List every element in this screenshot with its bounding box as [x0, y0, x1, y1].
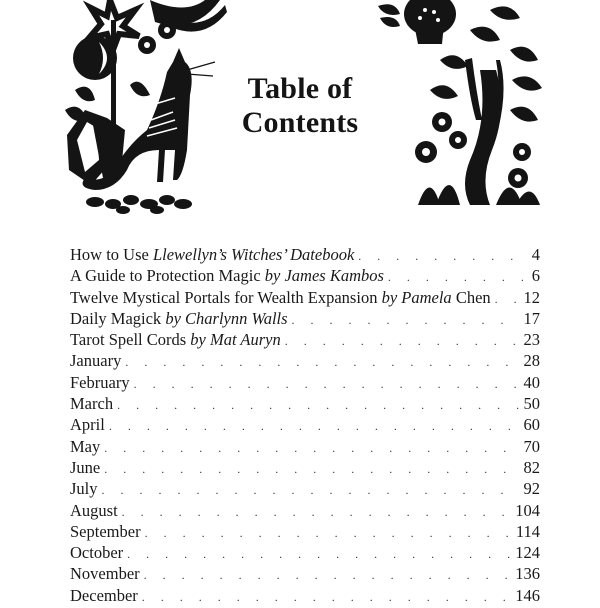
dot-leader — [292, 310, 520, 331]
toc-page-number: 104 — [515, 500, 540, 520]
toc-page-number: 124 — [515, 543, 540, 563]
toc-entry-suffix: Chen — [451, 287, 491, 307]
toc-page-number: 28 — [523, 351, 540, 371]
toc-entry-june[interactable] — [70, 457, 540, 478]
toc-entry-december[interactable] — [70, 585, 540, 606]
toc-page-number: 70 — [523, 436, 540, 456]
dot-leader — [122, 502, 512, 523]
toc-entry-title: April — [70, 415, 105, 435]
dot-leader — [134, 374, 520, 395]
toc-entry-august[interactable] — [70, 500, 540, 521]
toc-entry-title: July — [70, 479, 98, 499]
toc-entry-title: Twelve Mystical Portals for Wealth Expansion — [70, 287, 382, 307]
dot-leader — [127, 544, 511, 565]
dot-leader — [104, 438, 519, 459]
toc-entry-italic: by James Kambos — [264, 266, 384, 286]
toc-entry[interactable] — [70, 265, 540, 286]
toc-entry-title: November — [70, 564, 140, 584]
dot-leader — [145, 523, 512, 544]
toc-entry-italic: by Charlynn Walls — [165, 308, 288, 328]
title-line-2: Contents — [241, 106, 359, 139]
toc-entry-january[interactable] — [70, 350, 540, 371]
toc-page-number: 60 — [523, 415, 540, 435]
table-of-contents — [70, 244, 540, 606]
dot-leader — [104, 459, 519, 480]
dot-leader — [144, 565, 512, 586]
dot-leader — [142, 587, 511, 608]
dot-leader — [117, 395, 519, 416]
toc-entry-title: February — [70, 372, 130, 392]
toc-entry-october[interactable] — [70, 542, 540, 563]
toc-entry[interactable] — [70, 287, 540, 308]
toc-page-number: 92 — [523, 479, 540, 499]
toc-entry-title: August — [70, 500, 118, 520]
toc-page-number: 17 — [523, 308, 540, 328]
toc-entry-title: September — [70, 521, 141, 541]
title-line-1: Table of — [247, 72, 353, 105]
toc-entry-italic: Llewellyn’s Witches’ Datebook — [152, 245, 355, 264]
toc-entry-november[interactable] — [70, 563, 540, 584]
toc-entry[interactable] — [70, 308, 540, 329]
toc-entry-february[interactable] — [70, 372, 540, 393]
toc-page-number: 4 — [531, 245, 540, 264]
toc-entry-title: A Guide to Protection Magic — [70, 266, 265, 286]
toc-entry-september[interactable] — [70, 521, 540, 542]
dot-leader — [358, 246, 527, 267]
toc-entry-title: June — [70, 457, 101, 477]
toc-entry-title: How to Use — [70, 245, 153, 264]
toc-entry-title: January — [70, 351, 122, 371]
toc-entry-title: October — [70, 543, 124, 563]
toc-entry[interactable] — [70, 244, 540, 265]
toc-entry[interactable] — [70, 329, 540, 350]
toc-page-number: 50 — [523, 394, 540, 414]
toc-page-number: 146 — [515, 585, 540, 605]
page-title — [200, 72, 400, 140]
toc-entry-italic: by Mat Auryn — [190, 330, 281, 350]
toc-entry-title: Daily Magick — [70, 308, 166, 328]
toc-page-number: 82 — [523, 457, 540, 477]
toc-entry-may[interactable] — [70, 436, 540, 457]
toc-page-number: 136 — [515, 564, 540, 584]
toc-page-number: 40 — [523, 372, 540, 392]
dot-leader — [125, 352, 519, 373]
dot-leader — [388, 267, 528, 288]
toc-page-number: 23 — [523, 330, 540, 350]
toc-entry-italic: by Pamela — [381, 287, 452, 307]
toc-entry-title: March — [70, 394, 114, 414]
dot-leader — [285, 331, 520, 352]
toc-entry-july[interactable] — [70, 478, 540, 499]
toc-page-number: 6 — [531, 266, 540, 286]
toc-page-number: 12 — [523, 287, 540, 307]
toc-entry-title: December — [70, 585, 138, 605]
dot-leader — [102, 480, 520, 501]
dot-leader — [109, 416, 520, 437]
toc-page-number: 114 — [515, 521, 540, 541]
dot-leader — [495, 289, 520, 310]
toc-entry-march[interactable] — [70, 393, 540, 414]
toc-entry-title: Tarot Spell Cords — [70, 330, 191, 350]
toc-entry-title: May — [70, 436, 101, 456]
toc-entry-april[interactable] — [70, 414, 540, 435]
